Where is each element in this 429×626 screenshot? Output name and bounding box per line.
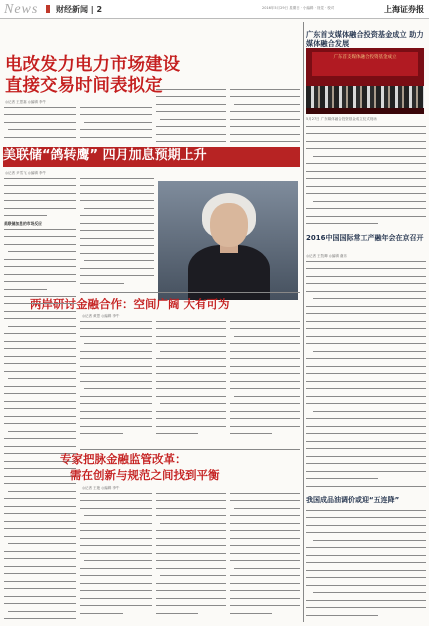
bottom-story-rule (80, 449, 300, 450)
us-text-col2 (80, 176, 154, 290)
fund-launch-banner-text: 广东首支媒体融合投资基金成立 (333, 55, 397, 60)
lead-title-line2: 直接交易时间表拟定 (5, 76, 163, 96)
mid-text-col2 (156, 319, 226, 445)
brand-watermark: News (4, 2, 39, 17)
lead-text-col4 (230, 87, 300, 143)
section-marker (46, 5, 50, 13)
mid-story-title: 两岸研讨金融合作：空间广阔 大有可为 (30, 297, 230, 311)
mid-text-col3 (230, 319, 300, 445)
bottom-text-col3 (230, 491, 300, 622)
section-label: 财经新闻 | 2 (56, 5, 103, 14)
header-date-line: 2016年5月29日 星期日 · 小编辑 · 视觉 · 校对 (262, 6, 335, 10)
story2-byline: ◎记者 王牧卿 ◎编辑 谢乐 (306, 254, 347, 258)
right-panel-divider (303, 22, 304, 622)
lead-byline: ◎记者 王思嘉 ◎编辑 李牛 (5, 100, 46, 104)
lead-title-line1: 电改发力电力市场建设 (5, 55, 180, 75)
bottom-text-col2 (156, 491, 226, 622)
page-header (0, 0, 429, 19)
bottom-story-byline: ◎记者 王艳 ◎编辑 李牛 (82, 486, 120, 490)
mid-story-byline: ◎记者 黄思 ◎编辑 李牛 (82, 314, 120, 318)
mid-story-rule (80, 292, 300, 293)
bottom-story-title-line1: 专家把脉金融监管改革： (60, 452, 187, 466)
fund-text (306, 124, 426, 228)
lead-text-col3 (156, 87, 226, 143)
us-subhead: 美联储加息的市场反应 (4, 221, 42, 226)
story2-text (306, 259, 426, 491)
us-text-col1 (4, 176, 76, 290)
us-story-title: 美联储“鸽转鹰” 四月加息预期上升 (3, 148, 207, 163)
lead-text-col2 (80, 105, 152, 143)
lead-text-col1 (4, 105, 76, 143)
bottom-story-title-line2: 需在创新与规范之间找到平衡 (70, 468, 220, 482)
right-panel-title: 广东首支媒体融合投资基金成立 助力媒体融合发展 (306, 30, 424, 48)
us-text-col3 (158, 176, 298, 180)
us-story-byline: ◎记者 尹雪飞 ◎编辑 李牛 (5, 171, 46, 175)
mid-text-col1 (80, 319, 152, 445)
story2-title: 2016中国国际常工产融年会在京召开 (306, 234, 424, 242)
bottom-text-col1 (80, 491, 152, 622)
fund-photo-caption: 5月27日 广东媒体融合投资基金成立仪式现场 (306, 117, 377, 121)
story3-text (306, 508, 426, 622)
yellen-photo (158, 181, 298, 300)
story3-title: 我国成品油调价或迎“五连降” (306, 496, 400, 504)
masthead-logo: 上海证券报 (384, 5, 424, 14)
fund-launch-photo (306, 48, 424, 114)
